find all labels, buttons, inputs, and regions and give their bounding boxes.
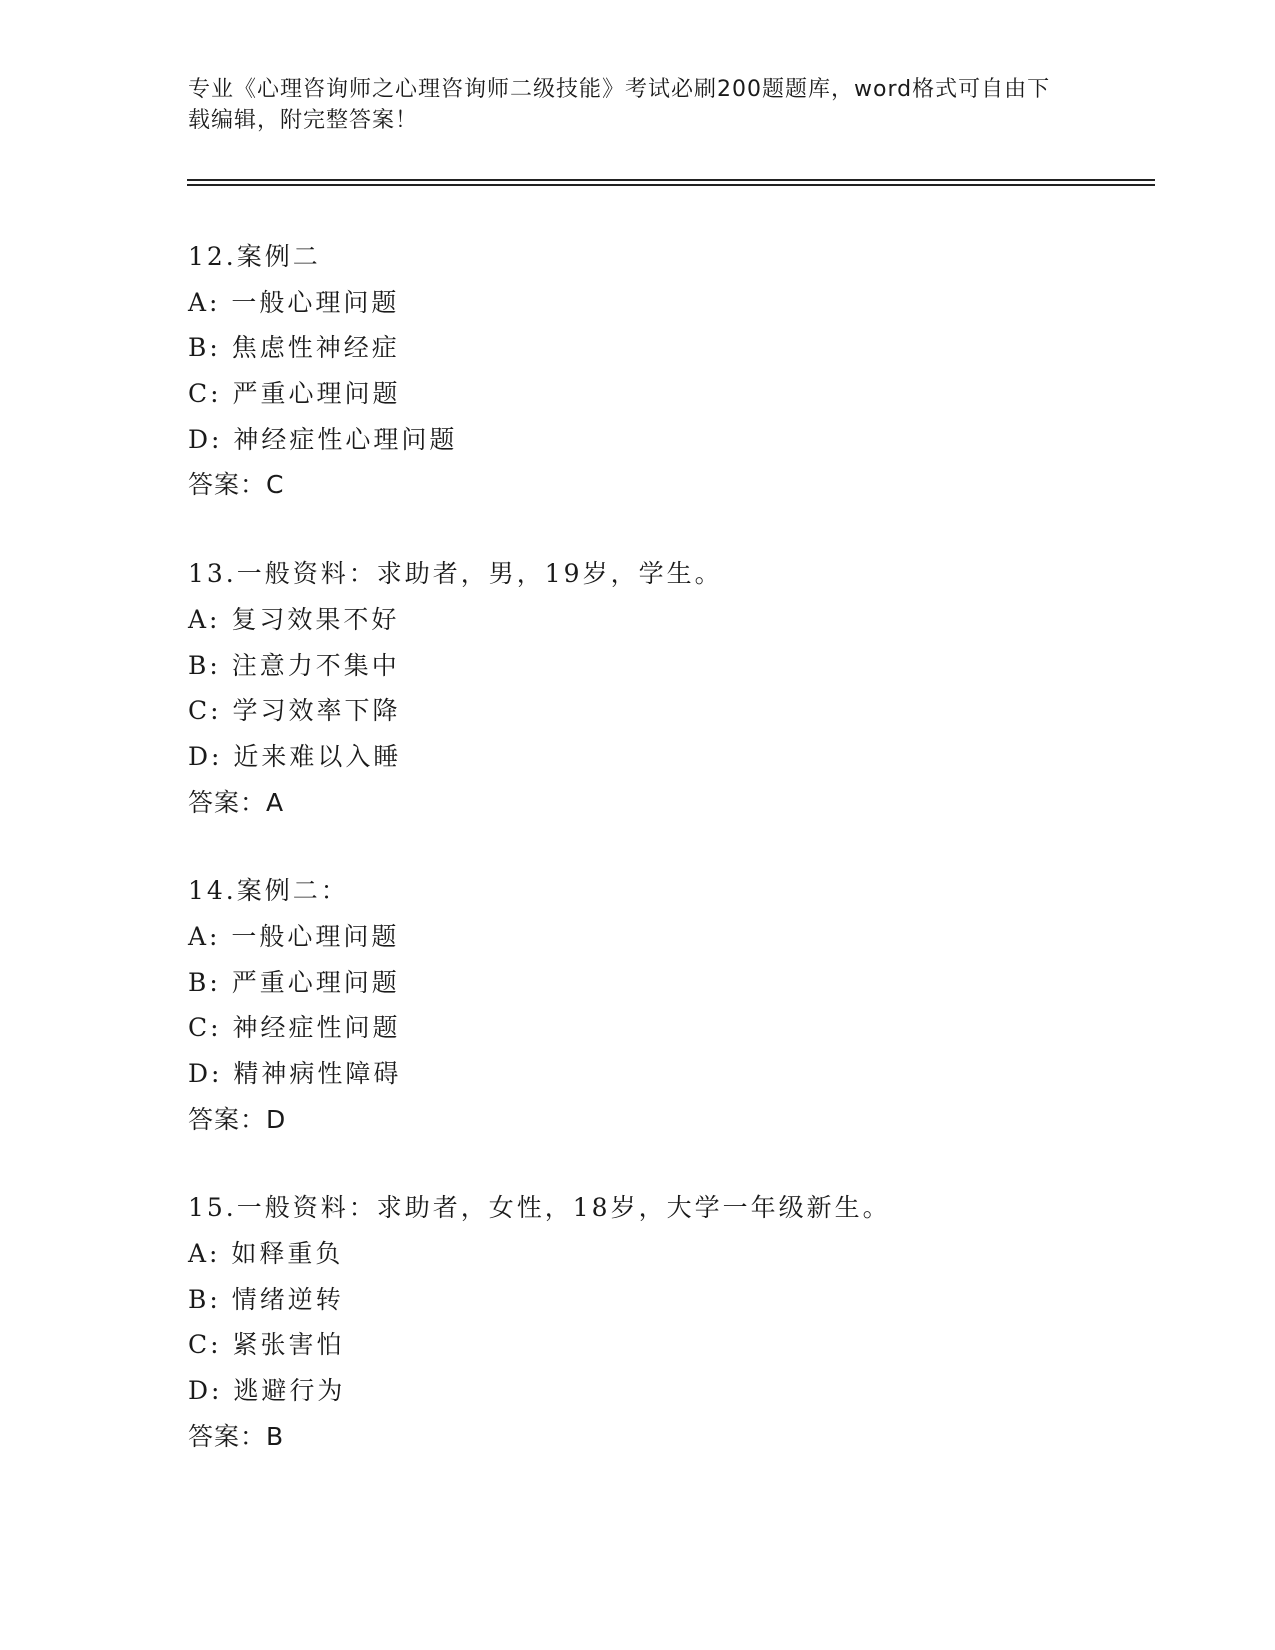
question-stem: 13.一般资料：求助者，男，19岁，学生。 [188, 559, 723, 589]
option-c: C: 神经症性问题 [188, 1013, 401, 1043]
option-c: C: 紧张害怕 [188, 1330, 345, 1360]
question-stem: 15.一般资料：求助者，女性，18岁，大学一年级新生。 [188, 1193, 891, 1223]
option-a: A: 复习效果不好 [188, 604, 400, 634]
option-c: C: 严重心理问题 [188, 379, 401, 409]
header-divider [187, 179, 1155, 181]
answer-line: 答案：C [188, 470, 285, 500]
header-divider-secondary [187, 184, 1155, 186]
option-a: A: 如释重负 [188, 1239, 344, 1269]
option-a: A: 一般心理问题 [188, 287, 400, 317]
option-d: D: 逃避行为 [188, 1376, 346, 1406]
question-stem: 14.案例二： [188, 876, 349, 906]
question-stem: 12.案例二 [188, 242, 321, 271]
option-b: B: 情绪逆转 [188, 1284, 344, 1314]
question-item [188, 1185, 1148, 1459]
option-c: C: 学习效率下降 [188, 696, 401, 726]
option-a: A: 一般心理问题 [188, 921, 400, 951]
option-b: B: 严重心理问题 [188, 967, 400, 997]
option-d: D: 精神病性障碍 [188, 1059, 402, 1088]
option-b: B: 焦虑性神经症 [188, 333, 400, 363]
answer-line: 答案：D [188, 1104, 287, 1134]
option-d: D: 近来难以入睡 [188, 741, 402, 771]
answer-line: 答案：A [188, 787, 285, 817]
answer-line: 答案：B [188, 1421, 285, 1451]
question-item [188, 234, 1148, 508]
option-b: B: 注意力不集中 [188, 650, 400, 680]
document-header: 专业《心理咨询师之心理咨询师二级技能》考试必刷200题题库，word格式可自由下载编辑，附完整答案！ [188, 77, 1051, 133]
question-item [188, 868, 1148, 1142]
option-d: D: 神经症性心理问题 [188, 424, 458, 454]
question-item [188, 551, 1148, 825]
question-list [188, 234, 1148, 1503]
